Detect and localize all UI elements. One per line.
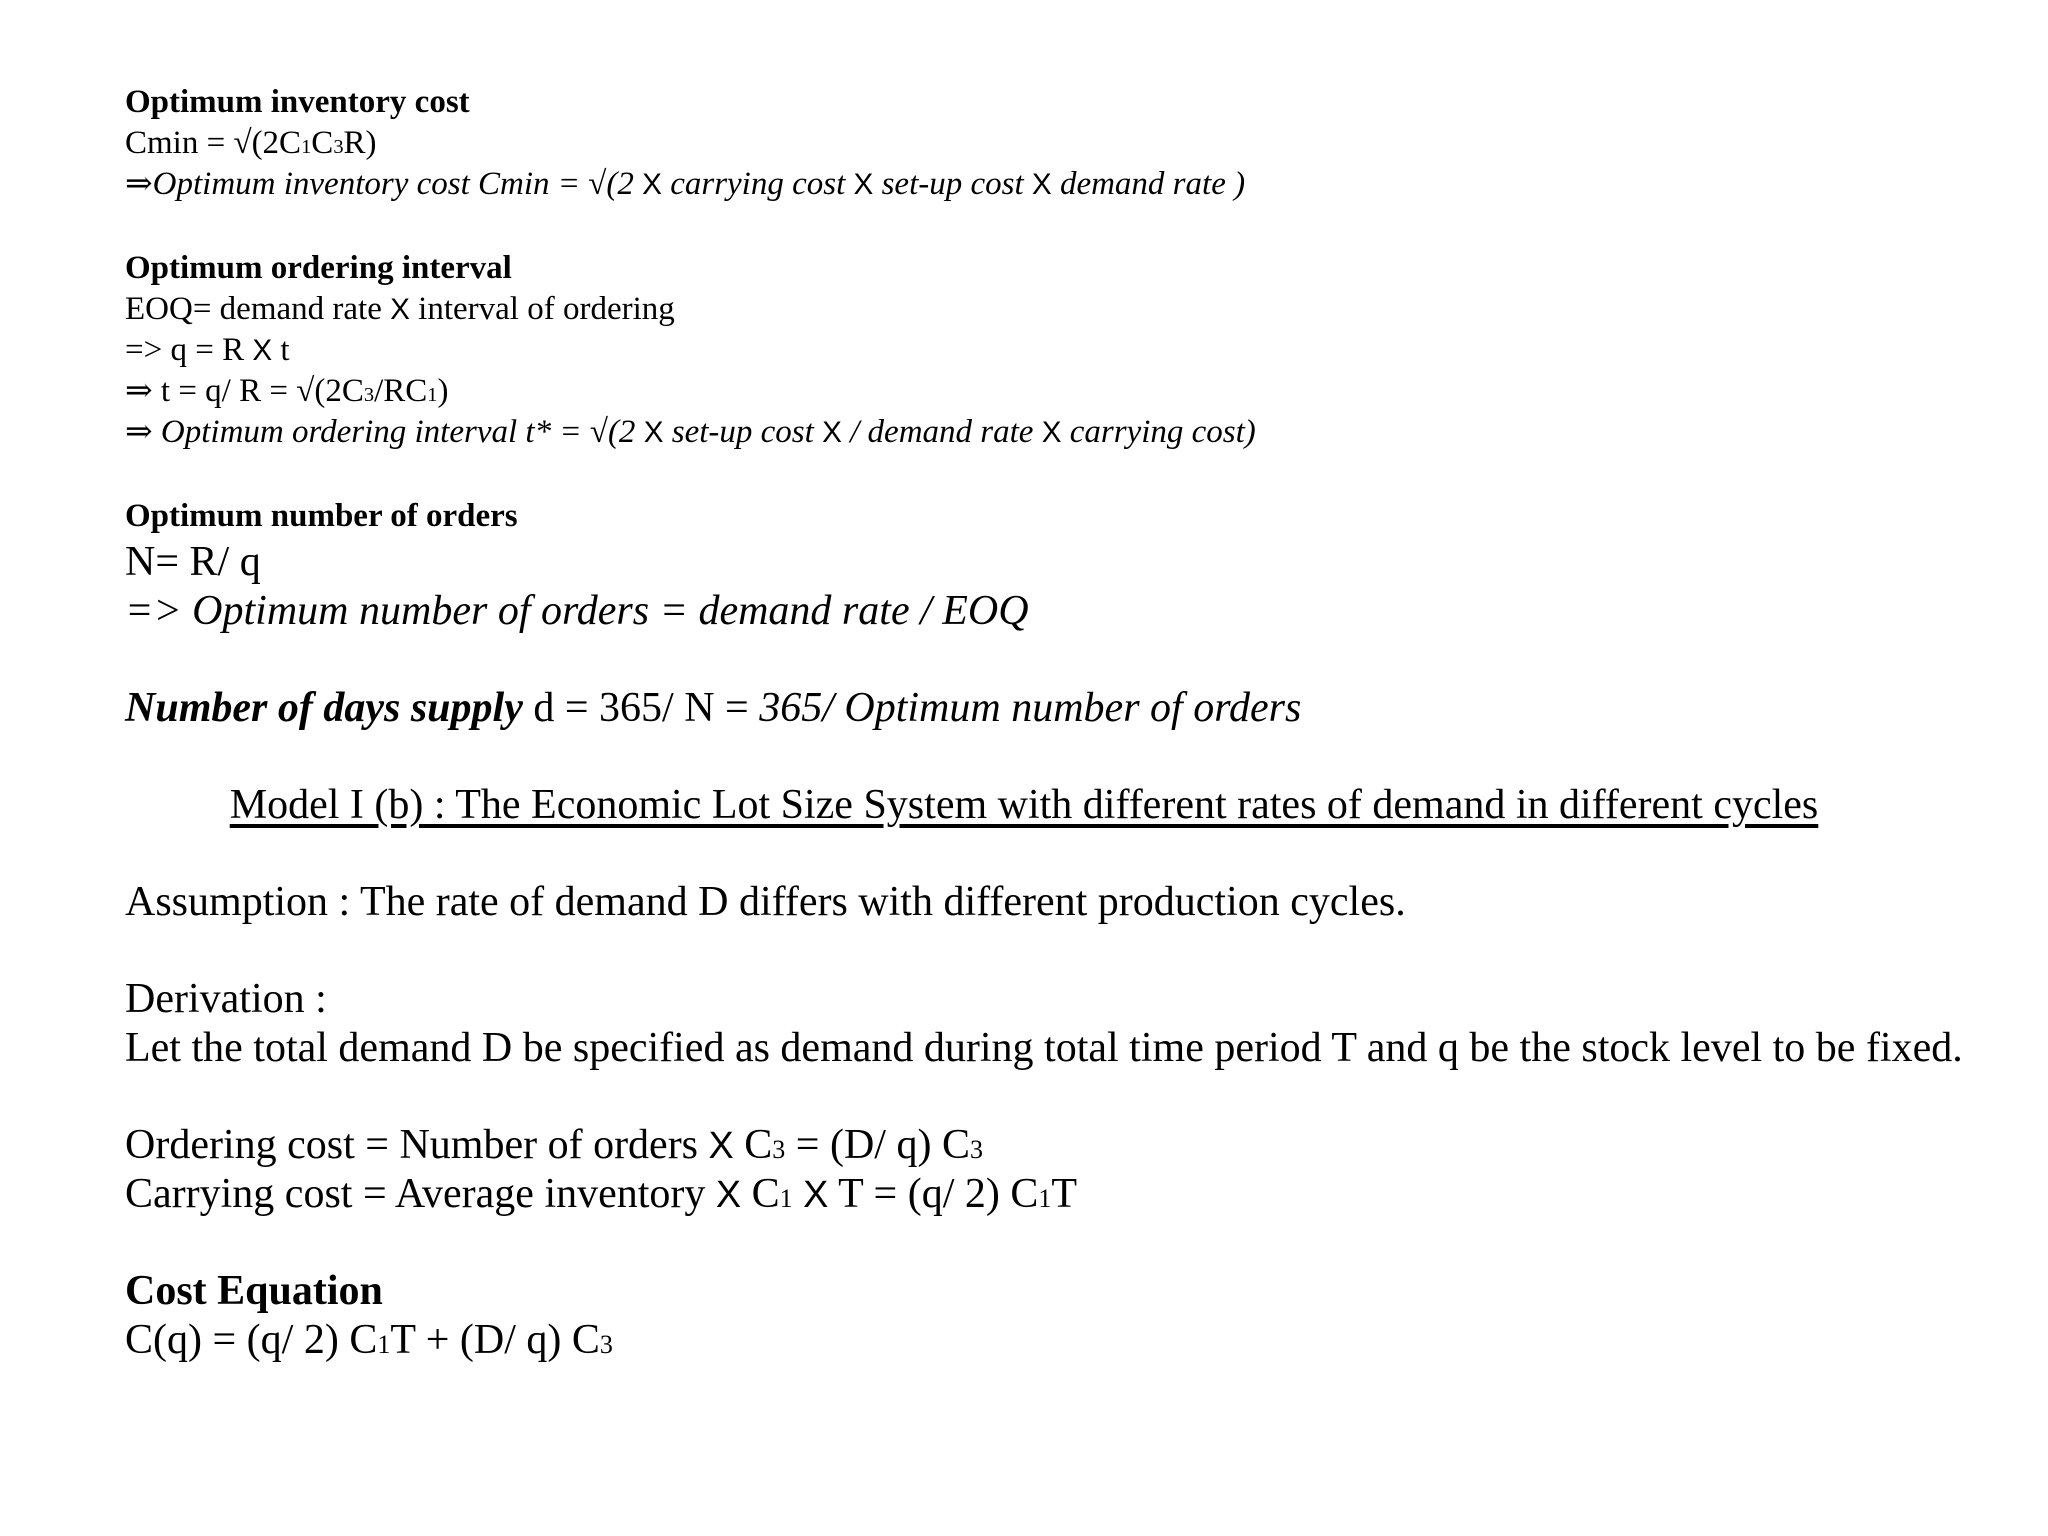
cost-equation-formula: C(q) = (q/ 2) C1T + (D/ q) C3	[125, 1317, 613, 1363]
days-supply-line: Number of days supply d = 365/ N = 365/ Optimum number of orders	[125, 685, 1302, 731]
formula-cmin-words: ⇒Optimum inventory cost Cmin = √(2 X carrying cost X set-up cost X demand rate )	[125, 166, 1246, 202]
derivation-text: Let the total demand D be specified as demand during total time period T and q be the stock level to be fixed.	[125, 1025, 1963, 1071]
model-title: Model I (b) : The Economic Lot Size System with different rates of demand in different cycles	[229, 782, 1819, 828]
formula-t-words: ⇒ Optimum ordering interval t* = √(2 X set-up cost X / demand rate X carrying cost)	[125, 414, 1256, 450]
cost-equation-heading: Cost Equation	[125, 1268, 383, 1314]
formula-n: N= R/ q	[125, 539, 261, 585]
formula-t: ⇒ t = q/ R = √(2C3/RC1)	[125, 373, 449, 409]
formula-q: => q = R X t	[125, 332, 290, 368]
days-supply-label: Number of days supply	[125, 685, 523, 731]
assumption-text: Assumption : The rate of demand D differs with different production cycles.	[125, 879, 1406, 925]
derivation-heading: Derivation :	[125, 976, 327, 1022]
section-heading-number-of-orders: Optimum number of orders	[125, 498, 518, 534]
carrying-cost-line: Carrying cost = Average inventory X C1 X T = (q/ 2) C1T	[125, 1171, 1078, 1217]
section-heading-ordering-interval: Optimum ordering interval	[125, 250, 512, 286]
formula-eoq: EOQ= demand rate X interval of ordering	[125, 291, 675, 327]
formula-cmin: Cmin = √(2C1C3R)	[125, 125, 377, 161]
ordering-cost-line: Ordering cost = Number of orders X C3 = (D/ q) C3	[125, 1122, 983, 1168]
formula-n-words: => Optimum number of orders = demand rate / EOQ	[125, 588, 1029, 634]
section-heading-inventory-cost: Optimum inventory cost	[125, 84, 470, 120]
